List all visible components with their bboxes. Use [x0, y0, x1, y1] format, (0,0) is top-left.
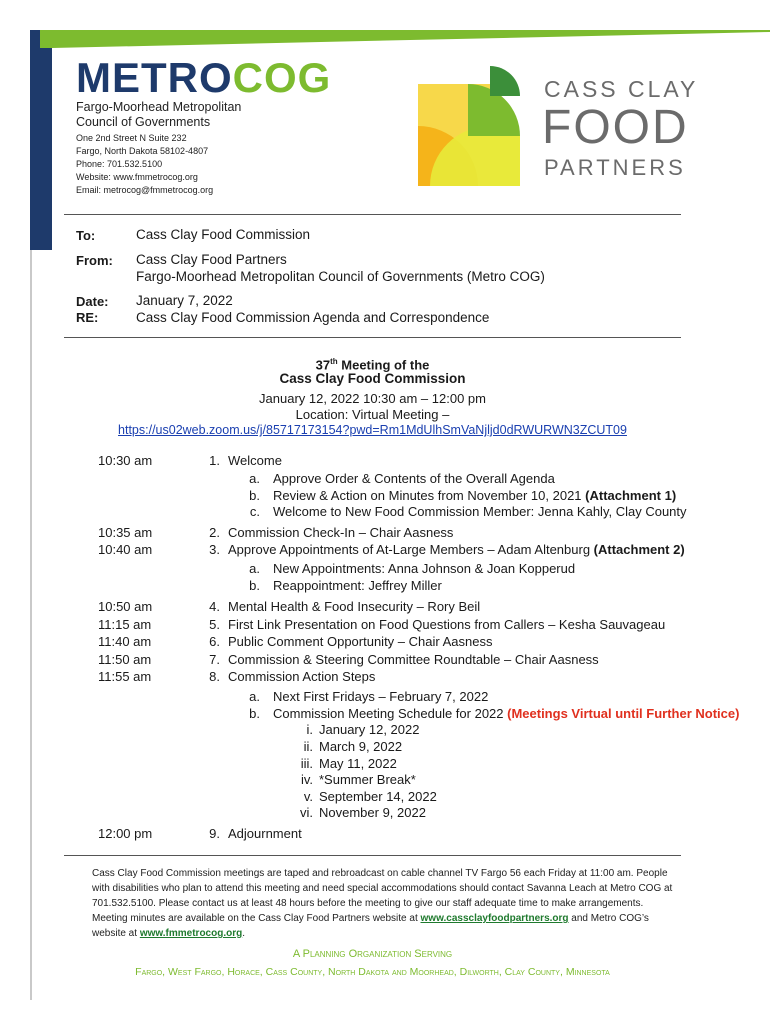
org-name-line2: Council of Governments	[76, 115, 211, 129]
agenda-num-9: 9.	[209, 826, 220, 841]
agenda-time-5: 11:15 am	[98, 617, 152, 632]
website: Website: www.fmmetrocog.org	[76, 172, 198, 182]
divider-top	[64, 214, 681, 215]
agenda-num-7: 7.	[209, 652, 220, 667]
agenda-sub-label-8a: a.	[249, 689, 260, 704]
agenda-time-8: 11:55 am	[98, 669, 152, 684]
divider-footer	[64, 855, 681, 856]
partner-logo-line2: FOOD	[542, 101, 689, 154]
footer-text-3: .	[242, 928, 246, 939]
metrocog-logo	[76, 56, 331, 100]
logo-cog-text: COG	[232, 54, 332, 101]
footer-text-2: and Metro COG’s website at	[92, 913, 649, 939]
agenda-item-5: First Link Presentation on Food Questions from Callers – Kesha Sauvageau	[228, 617, 666, 632]
agenda-time-3: 10:40 am	[98, 542, 153, 557]
date-label: Date:	[76, 294, 109, 309]
agenda-item-2: Commission Check-In – Chair Aasness	[228, 525, 454, 540]
date-value: January 7, 2022	[136, 293, 233, 308]
commission-name: Cass Clay Food Commission	[279, 371, 466, 386]
agenda-time-4: 10:50 am	[98, 599, 153, 614]
schedule-label-6: vi.	[300, 805, 313, 820]
agenda-num-3: 3.	[209, 542, 220, 557]
from-value-line1: Cass Clay Food Partners	[136, 252, 287, 267]
schedule-date-3: May 11, 2022	[319, 756, 397, 771]
attachment-2: (Attachment 2)	[593, 542, 685, 557]
meeting-ordinal: 37	[315, 357, 331, 373]
agenda-time-9: 12:00 pm	[98, 826, 153, 841]
agenda-item-4: Mental Health & Food Insecurity – Rory Beil	[228, 599, 481, 614]
tagline-service-area: Fargo, West Fargo, Horace, Cass County, North Dakota and Moorhead, Dilworth, Clay County, Minnesota	[135, 966, 610, 978]
agenda-item-1: Welcome	[228, 453, 282, 468]
meeting-ordinal-suffix: th	[330, 357, 338, 366]
attachment-1: (Attachment 1)	[585, 488, 677, 503]
footer-notice	[92, 866, 677, 941]
agenda-sub-label-1b: b.	[249, 488, 260, 503]
schedule-date-4: *Summer Break*	[319, 772, 416, 787]
agenda-item-8: Commission Action Steps	[228, 669, 376, 684]
agenda-num-8: 8.	[209, 669, 220, 684]
agenda-num-1: 1.	[209, 453, 220, 468]
agenda-sub-label-1c: c.	[249, 504, 260, 519]
logo-metro-text: METRO	[76, 54, 233, 101]
agenda-num-2: 2.	[209, 525, 220, 540]
schedule-date-6: November 9, 2022	[319, 805, 426, 820]
food-partners-link[interactable]: www.cassclayfoodpartners.org	[420, 913, 569, 924]
meeting-location: Location: Virtual Meeting –	[295, 407, 450, 422]
agenda-item-7: Commission & Steering Committee Roundtable – Chair Aasness	[228, 652, 599, 667]
schedule-label-3: iii.	[300, 756, 313, 771]
agenda-sub-3b: Reappointment: Jeffrey Miller	[273, 578, 442, 593]
agenda-sub-8b-text: Commission Meeting Schedule for 2022	[273, 706, 508, 721]
green-top-band	[40, 30, 770, 48]
phone: Phone: 701.532.5100	[76, 159, 163, 169]
agenda-sub-8a: Next First Fridays – February 7, 2022	[273, 689, 489, 704]
address-line1: One 2nd Street N Suite 232	[76, 133, 187, 143]
agenda-sub-label-3b: b.	[249, 578, 260, 593]
virtual-notice: (Meetings Virtual until Further Notice)	[507, 706, 740, 721]
agenda-item-3-text: Approve Appointments of At-Large Members – Adam Altenburg	[228, 542, 594, 557]
agenda-sub-label-1a: a.	[249, 471, 260, 486]
address-line2: Fargo, North Dakota 58102-4807	[76, 146, 209, 156]
partner-logo-line1: CASS CLAY	[544, 76, 699, 102]
navy-side-bar	[30, 30, 52, 250]
schedule-date-2: March 9, 2022	[319, 739, 403, 754]
agenda-sub-1c: Welcome to New Food Commission Member: Jenna Kahly, Clay County	[273, 504, 687, 519]
schedule-date-5: September 14, 2022	[319, 789, 437, 804]
agenda-sub-label-8b: b.	[249, 706, 260, 721]
agenda-sub-label-3a: a.	[249, 561, 260, 576]
zoom-link[interactable]: https://us02web.zoom.us/j/85717173154?pwd=Rm1MdUlhSmVaNjljd0dRWURWN3ZCUT09	[118, 423, 627, 437]
schedule-label-5: v.	[303, 789, 313, 804]
org-name	[76, 100, 241, 130]
agenda-item-6: Public Comment Opportunity – Chair Aasness	[228, 634, 493, 649]
to-label: To:	[76, 228, 96, 243]
schedule-label-2: ii.	[303, 739, 313, 754]
org-name-line1: Fargo-Moorhead Metropolitan	[76, 100, 242, 114]
agenda-num-5: 5.	[209, 617, 220, 632]
schedule-date-1: January 12, 2022	[319, 722, 420, 737]
agenda-time-7: 11:50 am	[98, 652, 152, 667]
agenda-sub-3a: New Appointments: Anna Johnson & Joan Kopperud	[273, 561, 576, 576]
tagline-heading: A Planning Organization Serving	[292, 948, 453, 960]
footer-text-1: Cass Clay Food Commission meetings are taped and rebroadcast on cable channel TV Fargo 56 each Friday at 11:00 am. People with disabilities who plan to attend this meeting and need special accommodations should contact Savanna Leach at Metro COG at 701.532.5100. Please contact us at least 48 hours before the meeting to give our staff adequate time to make arrangements. Meeting minutes are available on the Cass Clay Food Partners website at	[92, 868, 673, 924]
partner-logo-line3: PARTNERS	[544, 155, 686, 180]
agenda-num-4: 4.	[209, 599, 220, 614]
to-value: Cass Clay Food Commission	[136, 227, 311, 242]
side-rule	[30, 250, 32, 1000]
meeting-datetime: January 12, 2022 10:30 am – 12:00 pm	[259, 391, 486, 406]
agenda-time-2: 10:35 am	[98, 525, 153, 540]
agenda-time-1: 10:30 am	[98, 453, 153, 468]
schedule-label-1: i.	[306, 722, 313, 737]
email: Email: metrocog@fmmetrocog.org	[76, 185, 214, 195]
meeting-title-rest: Meeting of the	[337, 357, 430, 373]
metrocog-link[interactable]: www.fmmetrocog.org	[139, 928, 243, 939]
re-value: Cass Clay Food Commission Agenda and Correspondence	[136, 310, 490, 325]
from-label: From:	[76, 253, 113, 268]
agenda-sub-8b	[273, 705, 739, 723]
divider-memo	[64, 337, 681, 338]
from-value	[136, 252, 545, 285]
agenda-sub-1b	[273, 487, 676, 505]
agenda-item-3	[228, 541, 685, 559]
agenda-sub-1b-text: Review & Action on Minutes from November 10, 2021	[273, 488, 586, 503]
re-label: RE:	[76, 310, 99, 325]
from-value-line2: Fargo-Moorhead Metropolitan Council of Governments (Metro COG)	[136, 268, 545, 284]
agenda-num-6: 6.	[209, 634, 220, 649]
agenda-time-6: 11:40 am	[98, 634, 152, 649]
schedule-label-4: iv.	[300, 772, 313, 787]
agenda-item-9: Adjournment	[228, 826, 302, 841]
agenda-sub-1a: Approve Order & Contents of the Overall Agenda	[273, 471, 555, 486]
org-contact-info	[76, 132, 213, 197]
cass-clay-food-partners-logo-icon	[418, 66, 520, 186]
